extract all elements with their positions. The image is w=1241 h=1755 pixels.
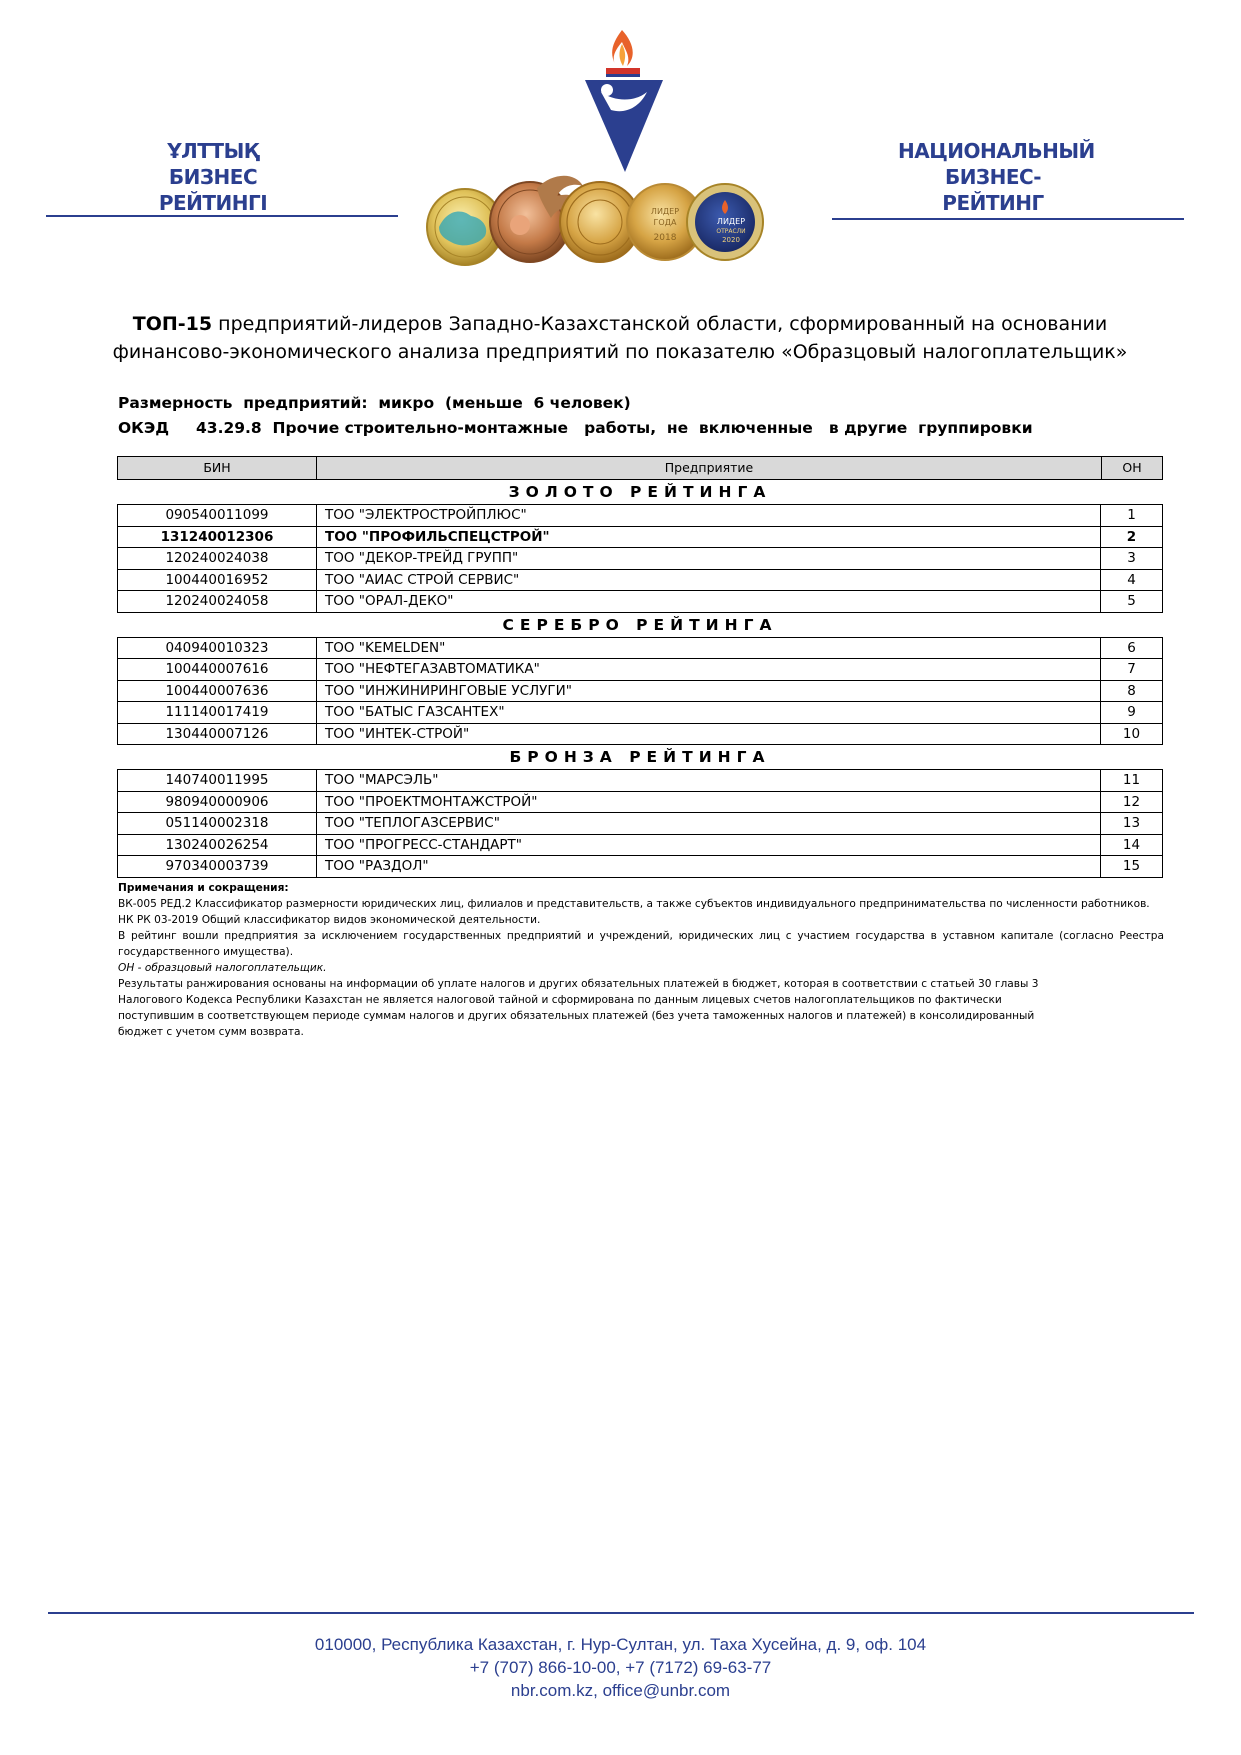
cell-on: 1 xyxy=(1127,507,1136,523)
table-row xyxy=(118,638,1162,660)
cell-company: ТОО "АИАС СТРОЙ СЕРВИС" xyxy=(317,570,1101,591)
table-row xyxy=(118,856,1162,878)
cell-bin: 970340003739 xyxy=(118,856,317,877)
brand-right-line2: БИЗНЕС-РЕЙТИНГ xyxy=(942,165,1044,215)
notes-heading: Примечания и сокращения: xyxy=(118,882,289,894)
cell-on: 12 xyxy=(1122,793,1141,810)
group-rows xyxy=(117,504,1163,613)
brand-right xyxy=(898,138,1095,216)
group-title: СЕРЕБРО РЕЙТИНГА xyxy=(502,615,778,634)
cell-on: 2 xyxy=(1126,528,1137,545)
note-3: В рейтинг вошли предприятия за исключением государственных предприятий и учреждений, юридических лиц с участием государства в уставном капитале (согласно Реестра государственного имущества). xyxy=(118,930,1164,958)
note-5-line3: поступившим в соответствующем периоде суммам налогов и других обязательных платежей (без учета таможенных налогов и платежей) в консолидированный xyxy=(118,1010,1035,1022)
group-rows xyxy=(117,637,1163,746)
table-row xyxy=(118,591,1162,613)
group-title: ЗОЛОТО РЕЙТИНГА xyxy=(508,483,772,501)
cell-company: ТОО "KEMELDEN" xyxy=(317,638,1101,659)
note-4: ОН - образцовый налогоплательщик. xyxy=(118,962,327,974)
oked-line: ОКЭД 43.29.8 Прочие строительно-монтажные работы, не включенные в другие группировки xyxy=(118,419,1033,437)
cell-bin: 100440007636 xyxy=(118,681,317,702)
size-line: Размерность предприятий: микро (меньше 6 человек) xyxy=(118,394,631,412)
cell-company: ТОО "РАЗДОЛ" xyxy=(317,856,1101,877)
note-5-line2: Налогового Кодекса Республики Казахстан не является налоговой тайной и сформирована по данным лицевых счетов налогоплательщиков по фактически xyxy=(118,994,1002,1006)
cell-bin: 100440016952 xyxy=(118,570,317,591)
brand-left xyxy=(118,138,308,216)
cell-bin: 040940010323 xyxy=(118,638,317,659)
rating-table xyxy=(117,456,1163,878)
cell-company: ТОО "ТЕПЛОГАЗСЕРВИС" xyxy=(317,813,1101,834)
cell-company: ТОО "ИНЖИНИРИНГОВЫЕ УСЛУГИ" xyxy=(317,681,1101,702)
header-divider-right xyxy=(832,218,1184,220)
note-1: ВК-005 РЕД.2 Классификатор размерности юридических лиц, филиалов и представительств, а также субъектов индивидуального предпринимательства по численности работников. xyxy=(118,898,1150,910)
cell-company: ТОО "МАРСЭЛЬ" xyxy=(317,770,1101,791)
title-line2: финансово-экономического анализа предприятий по показателю «Образцовый налогоплательщик» xyxy=(112,341,1128,363)
cell-on: 9 xyxy=(1127,704,1136,720)
cell-company: ТОО "БАТЫС ГАЗСАНТЕХ" xyxy=(317,702,1101,723)
brand-right-line1: НАЦИОНАЛЬНЫЙ xyxy=(898,139,1095,163)
medal-lider-line1: ЛИДЕР xyxy=(650,207,680,216)
notes xyxy=(118,880,1164,1040)
cell-on: 13 xyxy=(1122,815,1141,831)
cell-company: ТОО "ЭЛЕКТРОСТРОЙПЛЮС" xyxy=(317,505,1101,526)
header-company: Предприятие xyxy=(317,457,1102,479)
table-header xyxy=(117,456,1163,480)
cell-company: ТОО "ПРОФИЛЬСПЕЦСТРОЙ" xyxy=(317,527,1101,548)
cell-on: 10 xyxy=(1122,725,1141,742)
cell-bin: 120240024038 xyxy=(118,548,317,569)
table-row xyxy=(118,792,1162,814)
note-5-line1: Результаты ранжирования основаны на информации об уплате налогов и других обязательных платежей в бюджет, которая в соответствии с статьей 30 главы 3 xyxy=(118,978,1039,990)
cell-company: ТОО "НЕФТЕГАЗАВТОМАТИКА" xyxy=(317,659,1101,680)
cell-on: 11 xyxy=(1122,772,1141,788)
group-rows xyxy=(117,769,1163,878)
cell-bin: 130440007126 xyxy=(118,724,317,745)
cell-bin: 051140002318 xyxy=(118,813,317,834)
footer-divider xyxy=(48,1612,1194,1614)
note-5-line4: бюджет с учетом сумм возврата. xyxy=(118,1026,304,1038)
cell-bin: 980940000906 xyxy=(118,792,317,813)
note-2: НК РК 03-2019 Общий классификатор видов экономической деятельности. xyxy=(118,914,541,926)
footer-phones: +7 (707) 866-10-00, +7 (7172) 69-63-77 xyxy=(469,1658,772,1677)
medal-otrasli-line2: ОТРАСЛИ xyxy=(716,228,746,235)
footer xyxy=(0,1633,1241,1702)
title-line1 xyxy=(110,310,1130,338)
cell-bin: 131240012306 xyxy=(118,527,317,548)
table-row xyxy=(118,570,1162,592)
header-on: ОН xyxy=(1122,460,1142,475)
torch-icon xyxy=(585,30,663,172)
medal-otrasli-line1: ЛИДЕР xyxy=(716,217,746,226)
cell-on: 3 xyxy=(1127,550,1136,566)
table-row xyxy=(118,527,1162,549)
cell-bin: 120240024058 xyxy=(118,591,317,612)
table-row xyxy=(118,702,1162,724)
table-row xyxy=(118,659,1162,681)
medal-lider-line2: ГОДА xyxy=(653,218,677,227)
footer-address: 010000, Республика Казахстан, г. Нур-Султан, ул. Таха Хусейна, д. 9, оф. 104 xyxy=(314,1635,927,1654)
title-line1-rest: предприятий-лидеров Западно-Казахстанской области, сформированный на основании xyxy=(212,313,1108,335)
cell-on: 15 xyxy=(1122,858,1141,874)
cell-on: 14 xyxy=(1122,836,1141,853)
table-row xyxy=(118,548,1162,570)
page-title xyxy=(110,310,1130,366)
brand-left-line2: БИЗНЕС РЕЙТИНГІ xyxy=(158,165,268,215)
header-divider-left xyxy=(46,215,398,217)
medal-lider-year: 2018 xyxy=(653,233,677,243)
brand-left-line1: ҰЛТТЫҚ xyxy=(167,139,259,163)
table-row xyxy=(118,681,1162,703)
table-row xyxy=(118,724,1162,746)
cell-company: ТОО "ДЕКОР-ТРЕЙД ГРУПП" xyxy=(317,548,1101,569)
cell-company: ТОО "ПРОЕКТМОНТАЖСТРОЙ" xyxy=(317,792,1101,813)
table-row xyxy=(118,813,1162,835)
cell-bin: 140740011995 xyxy=(118,770,317,791)
cell-bin: 130240026254 xyxy=(118,835,317,856)
medal-otrasli-year: 2020 xyxy=(722,236,740,244)
cell-company: ТОО "ОРАЛ-ДЕКО" xyxy=(317,591,1101,612)
header-bin: БИН xyxy=(118,457,317,479)
medal-lider-otrasli-icon xyxy=(687,184,763,260)
table-row xyxy=(118,835,1162,857)
table-row xyxy=(118,505,1162,527)
table-row xyxy=(118,770,1162,792)
cell-bin: 111140017419 xyxy=(118,702,317,723)
footer-web: nbr.com.kz, office@unbr.com xyxy=(510,1681,731,1700)
cell-on: 5 xyxy=(1127,593,1136,609)
cell-company: ТОО "ИНТЕК-СТРОЙ" xyxy=(317,724,1101,745)
cell-on: 7 xyxy=(1127,661,1136,677)
cell-bin: 100440007616 xyxy=(118,659,317,680)
cell-on: 4 xyxy=(1127,571,1136,588)
group-title: БРОНЗА РЕЙТИНГА xyxy=(509,748,771,766)
cell-on: 8 xyxy=(1127,682,1136,699)
cell-bin: 090540011099 xyxy=(118,505,317,526)
title-bold-prefix: ТОП-15 xyxy=(132,313,213,335)
cell-on: 6 xyxy=(1127,639,1136,656)
nbr-logo-medals xyxy=(425,22,810,268)
cell-company: ТОО "ПРОГРЕСС-СТАНДАРТ" xyxy=(317,835,1101,856)
